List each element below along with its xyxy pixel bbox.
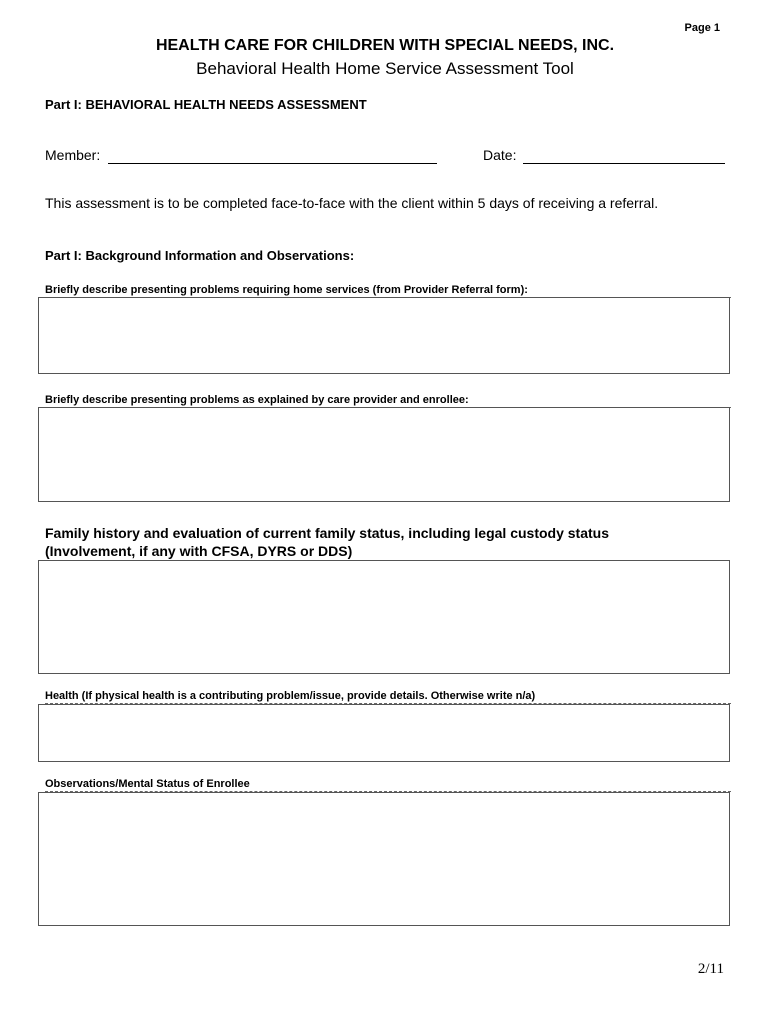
answer-box-provider-problems[interactable] <box>38 407 730 502</box>
page-number: 2/11 <box>697 961 724 977</box>
answer-box-observations[interactable] <box>38 792 730 926</box>
question-label-family-history <box>45 524 731 560</box>
answer-box-referral-problems[interactable] <box>38 297 730 374</box>
date-row <box>483 147 516 163</box>
page-label: Page 1 <box>684 22 720 34</box>
question-label-provider-problems: Briefly describe presenting problems as explained by care provider and enrollee: <box>45 394 731 408</box>
date-field[interactable] <box>523 163 725 164</box>
organization-title: HEALTH CARE FOR CHILDREN WITH SPECIAL NEEDS, INC. <box>155 37 615 54</box>
question-label-referral-problems: Briefly describe presenting problems requiring home services (from Provider Referral form): <box>45 284 731 298</box>
tool-title: Behavioral Health Home Service Assessment Tool <box>196 59 574 78</box>
question-label-health: Health (If physical health is a contributing problem/issue, provide details. Otherwise write n/a) <box>45 690 731 704</box>
family-history-line-1: Family history and evaluation of current family status, including legal custody status <box>45 525 610 541</box>
member-row <box>45 147 100 163</box>
member-label: Member: <box>45 147 101 163</box>
background-heading: Part I: Background Information and Observations: <box>45 248 355 263</box>
answer-box-health[interactable] <box>38 704 730 762</box>
date-label: Date: <box>483 147 517 163</box>
member-field[interactable] <box>108 163 437 164</box>
family-history-line-2: (Involvement, if any with CFSA, DYRS or DDS) <box>45 543 353 559</box>
instructions-text: This assessment is to be completed face-to-face with the client within 5 days of receiving a referral. <box>45 195 659 211</box>
answer-box-family-history[interactable] <box>38 560 730 674</box>
part-heading: Part I: BEHAVIORAL HEALTH NEEDS ASSESSMENT <box>45 97 367 112</box>
question-label-observations: Observations/Mental Status of Enrollee <box>45 778 731 792</box>
